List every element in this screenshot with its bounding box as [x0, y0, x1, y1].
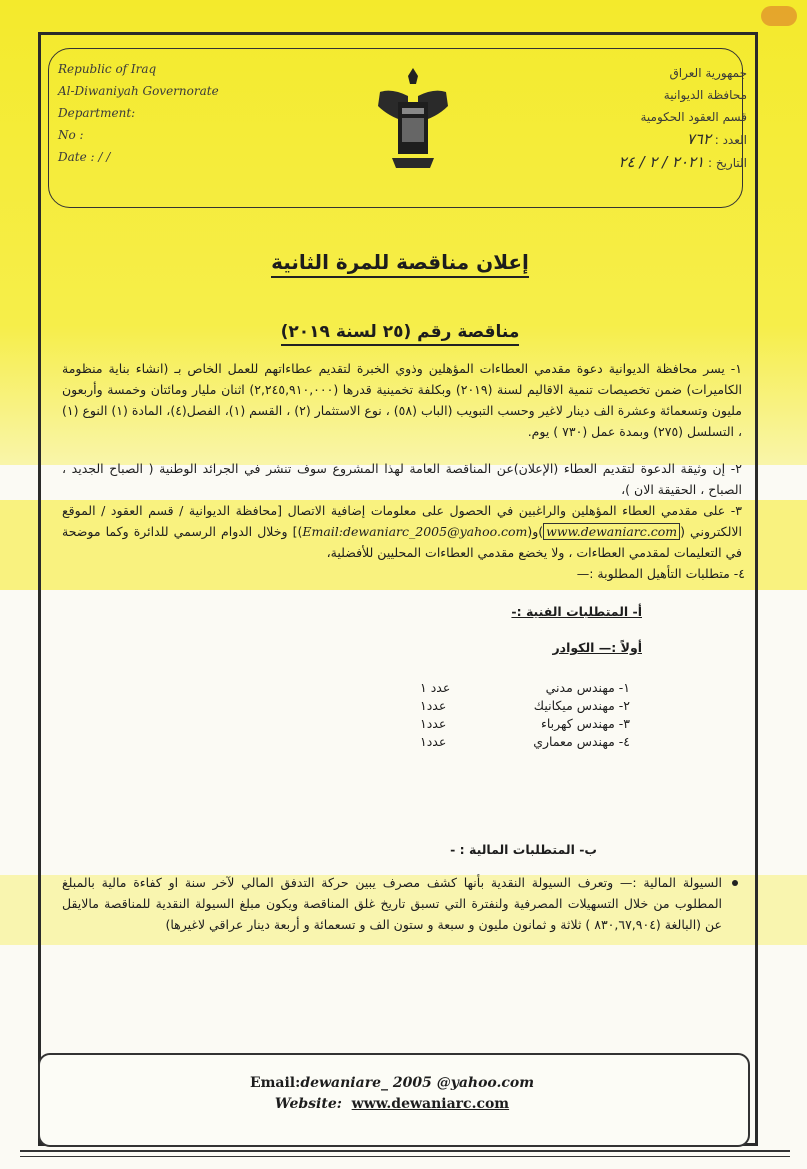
header-right [547, 62, 747, 174]
paragraph-1: ١- يسر محافظة الديوانية دعوة مقدمي العطاءات المؤهلين وذوي الخبرة لتقديم عطاءاتهم للعمل الخاص بـ (انشاء بناية منظومة الكاميرات) ضمن تخصيصات تنمية الاقاليم لسنة (٢٠١٩) وبكلفة تخمينية قدرها (٢,٢٤٥,٩١٠,٠٠٠) اثنان مليار ومائتان وخمسة وأربعون مليون وتسعمائة وعشرة الف دينار لاغير وحسب التبويب (الباب (٥٨) ، نوع الاستثمار (٢) ، القسم (١)، الفصل(٤)، المادة (١) النوع (١) ، التسلسل (٢٧٥) وبمدة عمل (٧٣٠ ) يوم. [62, 361, 743, 439]
header-section-ar: قسم العقود الحكومية [640, 110, 747, 124]
red-stamp-mark [761, 6, 797, 26]
paragraph-4: ٤- متطلبات التأهيل المطلوبة :— [576, 566, 745, 581]
paragraph-3: ٣- على مقدمي العطاء المؤهلين والراغبين في الحصول على معلومات إضافية الاتصال [محافظة الديوانية / قسم العقود / الموقع الالكتروني (www.dewaniarc.com)و(Email:dewaniarc_2005@yahoo.com)] وخلال الدوام الرسمي للدائرة وكما موضحة في التعليمات لمقدمي العطاءات ، ولا يخضع مقدمي العطاءات المحليين للأفضلية، [62, 503, 742, 560]
iraq-eagle-emblem-icon [372, 62, 454, 174]
financial-requirements-heading: ب- المتطلبات المالية : - [450, 842, 597, 857]
financial-liquidity-paragraph: السيولة المالية :— وتعرف السيولة النقدية بأنها كشف مصرف يبين حركة التدفق المالي لآخر سنة او كفاءة مالية بالمبلغ المطلوب من خلال التسهيلات المصرفية ولنفترة التي تسبق تاريخ غلق المناقصة ويكون مبلغ السيولة النقدية للمناقصة مالايقل عن (البالغة (٨٣٠,٦٧,٩٠٤ ) ثلاثة و ثمانون مليون و سبعة و ستون الف و تسعمائة و أربعة دينار عراقي لاغيرها) [62, 875, 722, 932]
header-governorate-ar: محافظة الديوانية [663, 88, 747, 102]
staff-row: ٤- مهندس معماري عدد١ [420, 734, 630, 749]
footer-email-value[interactable]: dewaniare_ 2005 @yahoo.com [300, 1075, 535, 1091]
header-date-ar: التاريخ : ٢٠٢١ / ٢ / ٢٤ [618, 153, 747, 171]
header-department: Department: [58, 106, 136, 120]
footer-website-value[interactable]: www.dewaniarc.com [351, 1096, 510, 1112]
staff-row: ٢- مهندس ميكانيك عدد١ [420, 698, 630, 713]
staff-heading: أولاً :— الكوادر [552, 640, 642, 655]
header-date: Date : / / [58, 150, 111, 164]
bullet-icon [732, 880, 738, 886]
staff-row: ٣- مهندس كهرباء عدد١ [420, 716, 630, 731]
footer-email: Email:dewaniare_ 2005 @yahoo.com [249, 1075, 535, 1091]
tender-number-title: مناقصة رقم (٢٥ لسنة ٢٠١٩) [180, 322, 620, 342]
header-date-value: ٢٠٢١ / ٢ / ٢٤ [618, 153, 705, 171]
bottom-rule [20, 1156, 790, 1157]
tech-requirements-heading: أ- المتطلبات الفنية :- [511, 604, 642, 619]
footer-website: Website: www.dewaniarc.com [274, 1096, 510, 1112]
website-link[interactable]: www.dewaniarc.com [543, 523, 680, 540]
header-country: Republic of Iraq [58, 62, 157, 76]
header-number: No : [58, 128, 84, 142]
staff-row: ١- مهندس مدني عدد ١ [420, 680, 630, 695]
header-country-ar: جمهورية العراق [669, 66, 747, 80]
header-governorate: Al-Diwaniyah Governorate [58, 84, 219, 98]
header-number-value: ٧٦٢ [686, 130, 711, 148]
main-title: إعلان مناقصة للمرة الثانية [180, 250, 620, 274]
email-link[interactable]: Email:dewaniarc_2005@yahoo.com [302, 524, 528, 539]
header-left [58, 58, 288, 168]
paragraph-2: ٢- إن وثيقة الدعوة لتقديم العطاء (الإعلان)عن المناقصة العامة لهذا المشروع سوف تنشر في الجرائد الوطنية ( الصباح الجديد ، الصباح ، الحقيقة الان )، [62, 461, 742, 497]
header-number-ar: العدد : ٧٦٢ [686, 130, 747, 148]
bottom-rule [20, 1150, 790, 1152]
